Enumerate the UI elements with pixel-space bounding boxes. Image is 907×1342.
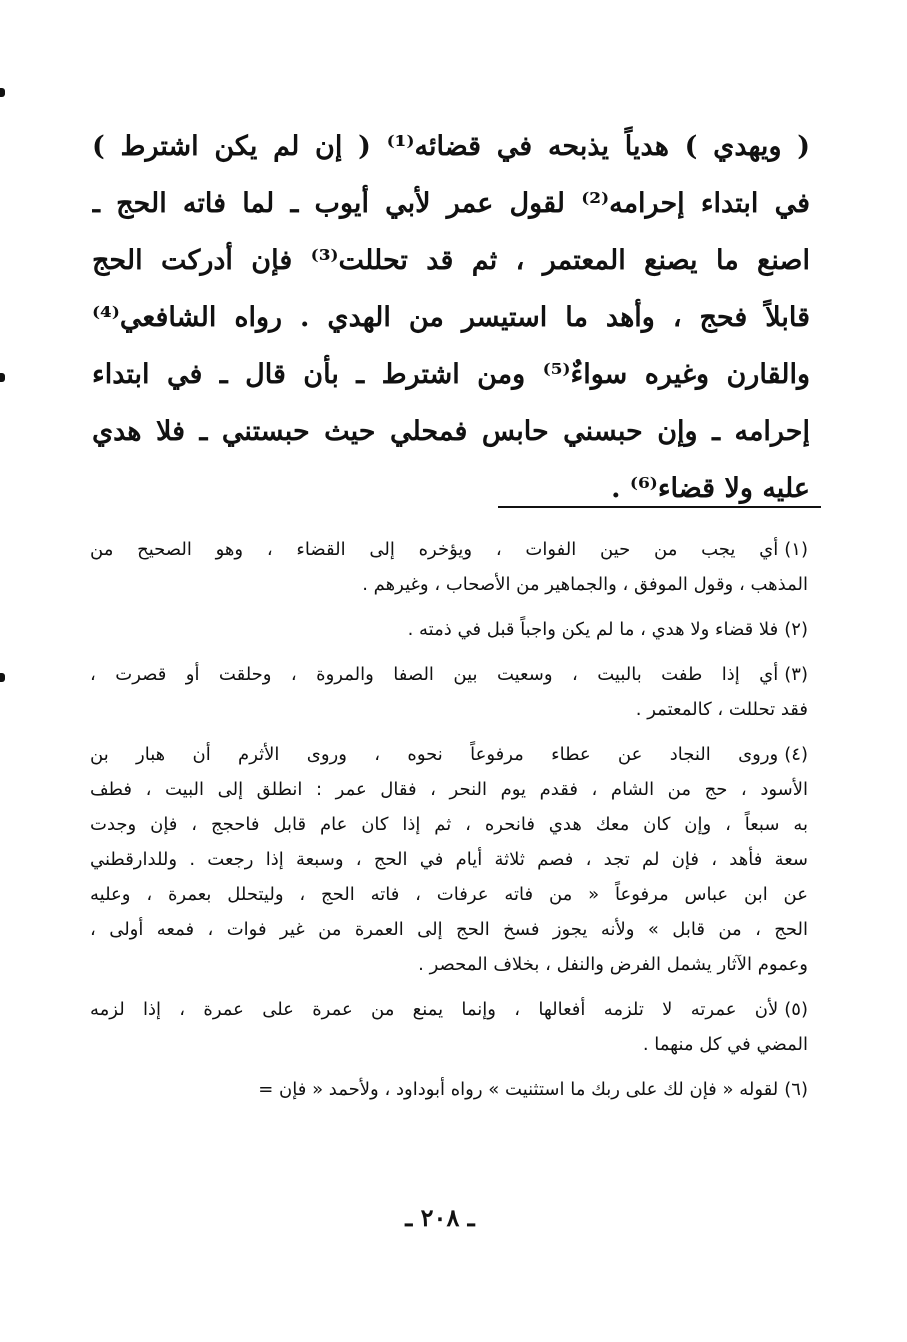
footnote-line: عن ابن عباس مرفوعاً « من فاته عرفات ، فاته الحج ، وليتحلل بعمرة ، وعليه — [90, 884, 808, 905]
main-text-line: قابلاً فحج ، وأهد ما استيسر من الهدي . رواه الشافعي⁽⁴⁾ — [92, 302, 810, 333]
footnote-line — [90, 737, 808, 772]
page-number: ـ ٢٠٨ ـ — [405, 1203, 475, 1232]
footnote-line — [90, 1072, 808, 1107]
footnote-line: الأسود ، حج من الشام ، فقدم يوم النحر ، فقال عمر : انطلق إلى البيت ، فطف — [90, 779, 808, 800]
footnote-divider — [498, 506, 821, 508]
footnote-line: فقد تحللت ، كالمعتمر . — [635, 699, 808, 720]
footnote-text: فلا قضاء ولا هدي ، ما لم يكن واجباً قبل في ذمته . — [407, 619, 779, 640]
footnote-number: (٢) — [784, 619, 808, 640]
footnote-number: (٦) — [784, 1079, 808, 1100]
footnote-line — [90, 532, 808, 567]
main-text-line: والقارن وغيره سواءٌ⁽⁵⁾ ومن اشترط ـ بأن قال ـ في ابتداء — [92, 359, 810, 390]
footnote-line: الحج ، من قابل » ولأنه يجوز فسخ الحج إلى العمرة من غير فوات ، فمعه أولى ، — [90, 919, 808, 940]
footnote-line — [90, 612, 808, 647]
main-text-block — [92, 118, 810, 517]
footnote-1 — [90, 532, 808, 602]
footnote-5 — [90, 992, 808, 1062]
footnote-line: المذهب ، وقول الموفق ، والجماهير من الأصحاب ، وغيرهم . — [362, 574, 808, 595]
footnote-number: (٥) — [784, 999, 808, 1020]
footnote-text: لقوله « فإن لك على ربك ما استثنيت » رواه أبوداود ، ولأحمد « فإن = — [258, 1079, 779, 1100]
scan-edge-mark — [0, 373, 5, 382]
footnote-number: (١) — [784, 539, 808, 560]
footnote-text: لأن عمرته لا تلزمه أفعالها ، وإنما يمنع من عمرة على عمرة ، إذا لزمه — [90, 999, 779, 1020]
footnote-text: أي يجب من حين الفوات ، ويؤخره إلى القضاء ، وهو الصحيح من — [90, 539, 779, 560]
footnote-number: (٤) — [784, 744, 808, 765]
footnote-text: وروى النجاد عن عطاء مرفوعاً نحوه ، وروى الأثرم أن هبار بن — [90, 744, 779, 765]
footnote-line: المضي في كل منهما . — [642, 1034, 808, 1055]
footnote-3 — [90, 657, 808, 727]
main-text-line: في ابتداء إحرامه⁽²⁾ لقول عمر لأبي أيوب ـ لما فاته الحج ـ — [92, 188, 810, 219]
footnote-line: به سبعاً ، وإن كان معك هدي فانحره ، ثم إذا كان عام قابل فاحجج ، فإن وجدت — [90, 814, 808, 835]
footnote-2 — [90, 612, 808, 647]
footnote-4 — [90, 737, 808, 982]
footnote-line: سعة فأهد ، فإن لم تجد ، فصم ثلاثة أيام في الحج ، وسبعة إذا رجعت . وللدارقطني — [90, 849, 808, 870]
scan-edge-mark — [0, 673, 5, 682]
main-text-line: عليه ولا قضاء⁽⁶⁾ . — [611, 473, 810, 504]
main-text-line: إحرامه ـ وإن حبسني حابس فمحلي حيث حبستني ـ فلا هدي — [92, 416, 810, 447]
footnote-line — [90, 657, 808, 692]
footnotes-section — [90, 532, 808, 1117]
main-text-line: ( ويهدي ) هدياً يذبحه في قضائه⁽¹⁾ ( إن لم يكن اشترط ) — [92, 131, 810, 162]
footnote-text: أي إذا طفت بالبيت ، وسعيت بين الصفا والمروة ، وحلقت أو قصرت ، — [90, 664, 779, 685]
scan-edge-mark — [0, 88, 5, 97]
footnote-line: وعموم الآثار يشمل الفرض والنفل ، بخلاف المحصر . — [418, 954, 808, 975]
footnote-6 — [90, 1072, 808, 1107]
footnote-number: (٣) — [784, 664, 808, 685]
main-text-line: اصنع ما يصنع المعتمر ، ثم قد تحللت⁽³⁾ فإن أدركت الحج — [92, 245, 810, 276]
footnote-line — [90, 992, 808, 1027]
